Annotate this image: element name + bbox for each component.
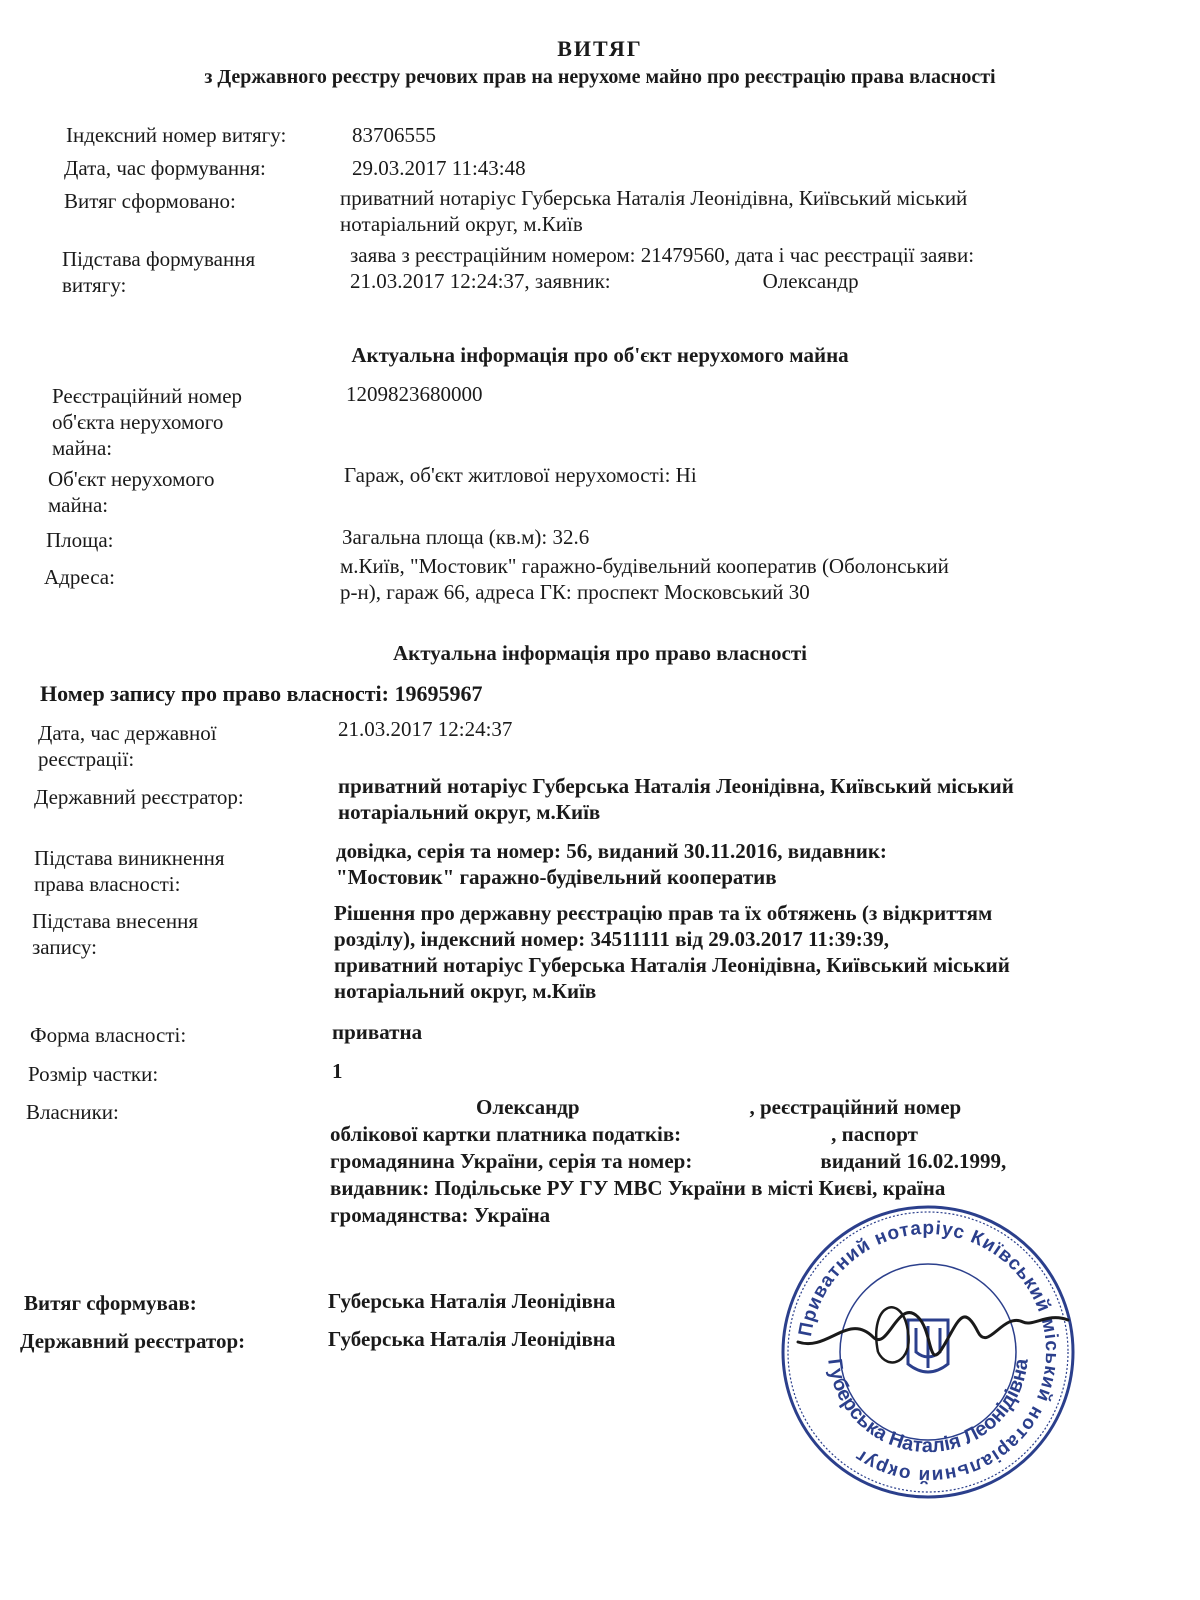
formed-by-value: Губерська Наталія Леонідівна — [328, 1289, 616, 1313]
formed-by-label-wrap — [24, 1290, 197, 1316]
owner-reg-number-label: , реєстраційний номер — [749, 1095, 962, 1119]
share-value-wrap — [332, 1058, 343, 1084]
date-value: 29.03.2017 11:43:48 — [352, 156, 526, 180]
record-number-row — [40, 681, 483, 707]
footer-registrar-value: Губерська Наталія Леонідівна — [328, 1327, 616, 1351]
obj-value-wrap — [344, 462, 697, 488]
owner-issuer: видавник: Подільське РУ ГУ МВС України в місті Києві, країна — [330, 1176, 946, 1200]
addr-label: Адреса: — [44, 565, 115, 589]
formed-value-wrap — [340, 185, 967, 237]
reg-date-label-wrap — [38, 720, 217, 772]
origin-label-line-1: Підстава виникнення — [34, 846, 225, 870]
basis-label-line-2: витягу: — [62, 273, 127, 297]
origin-label-wrap — [34, 845, 225, 897]
basis-value-applicant-name: Олександр — [762, 269, 859, 293]
date-row — [64, 155, 266, 181]
basis-label-line-1: Підстава формування — [62, 247, 256, 271]
registrar-label-wrap — [34, 784, 244, 810]
addr-value-line-1: м.Київ, "Мостовик" гаражно-будівельний кооператив (Оболонський — [340, 554, 949, 578]
document-subtitle: з Державного реєстру речових прав на нерухоме майно про реєстрацію права власності — [204, 66, 996, 88]
reg-value: 1209823680000 — [346, 382, 483, 406]
footer-registrar-label-wrap — [20, 1328, 245, 1354]
addr-value-line-2: р-н), гараж 66, адреса ГК: проспект Московський 30 — [340, 580, 810, 604]
obj-label-line-2: майна: — [48, 493, 109, 517]
origin-value-line-1: довідка, серія та номер: 56, виданий 30.11.2016, видавник: — [336, 839, 887, 863]
index-row — [66, 122, 286, 148]
owners-line-2 — [330, 1121, 918, 1148]
reg-value-wrap — [346, 381, 483, 407]
origin-value-wrap — [336, 838, 887, 890]
registrar-value-line-1: приватний нотаріус Губерська Наталія Леонідівна, Київський міський — [338, 774, 1014, 798]
owner-citizenship: громадянства: Україна — [330, 1203, 551, 1227]
index-value-wrap — [352, 122, 436, 148]
owner-tax-label: облікової картки платника податків: — [330, 1122, 682, 1146]
entry-value-line-2: розділу), індексний номер: 34511111 від 29.03.2017 11:39:39, — [334, 927, 890, 951]
ownership-section-title: Актуальна інформація про право власності — [393, 641, 807, 665]
origin-label-line-2: права власності: — [34, 872, 181, 896]
addr-value-wrap — [340, 553, 949, 605]
basis-value-line-1: заява з реєстраційним номером: 21479560, дата і час реєстрації заяви: — [350, 243, 975, 267]
stamp-outer-text-path: Приватний нотаріус Київський міський нотаріальний округ — [794, 1217, 1063, 1487]
basis-label-wrap — [62, 246, 255, 298]
object-section-title: Актуальна інформація про об'єкт нерухомого майна — [351, 343, 849, 367]
area-value: Загальна площа (кв.м): 32.6 — [342, 525, 590, 549]
owners-label: Власники: — [26, 1100, 119, 1124]
registrar-value-wrap — [338, 773, 1014, 825]
area-label: Площа: — [46, 528, 114, 552]
basis-value-date-applicant: 21.03.2017 12:24:37, заявник: — [350, 269, 611, 293]
date-label: Дата, час формування: — [64, 156, 266, 180]
reg-date-label-line-2: реєстрації: — [38, 747, 135, 771]
reg-label-line-1: Реєстраційний номер — [52, 384, 243, 408]
notary-stamp — [778, 1202, 1078, 1502]
area-label-wrap — [46, 527, 113, 553]
obj-value: Гараж, об'єкт житлової нерухомості: Ні — [344, 463, 697, 487]
formed-label: Витяг сформовано: — [64, 189, 236, 213]
reg-date-value: 21.03.2017 12:24:37 — [338, 717, 513, 741]
stamp-inner-text-path: Губерська Наталія Леонідівна — [823, 1357, 1033, 1458]
obj-label-line-1: Об'єкт нерухомого — [48, 467, 215, 491]
form-label: Форма власності: — [30, 1023, 187, 1047]
date-value-wrap — [352, 155, 526, 181]
share-label: Розмір частки: — [28, 1062, 159, 1086]
addr-label-wrap — [44, 564, 115, 590]
basis-value-line-2 — [350, 268, 974, 294]
form-label-wrap — [30, 1022, 186, 1048]
share-label-wrap — [28, 1061, 158, 1087]
entry-label-line-1: Підстава внесення — [32, 909, 199, 933]
area-value-wrap — [342, 524, 589, 550]
owner-passport-issued: виданий 16.02.1999, — [820, 1149, 1007, 1173]
owners-label-wrap — [26, 1099, 119, 1125]
entry-value-line-4: нотаріальний округ, м.Київ — [334, 979, 597, 1003]
signature-loop — [876, 1307, 908, 1362]
reg-label-line-2: об'єкта нерухомого — [52, 410, 224, 434]
owners-line-3 — [330, 1148, 1006, 1175]
entry-value-wrap — [334, 900, 1010, 1004]
basis-value-wrap — [350, 242, 974, 294]
formed-by-label: Витяг сформував: — [24, 1291, 197, 1315]
owners-line-4 — [330, 1175, 945, 1202]
reg-label-wrap — [52, 383, 242, 461]
form-value-wrap — [332, 1019, 422, 1045]
share-value: 1 — [332, 1059, 343, 1083]
reg-label-line-3: майна: — [52, 436, 113, 460]
entry-value-line-1: Рішення про державну реєстрацію прав та їх обтяжень (з відкриттям — [334, 901, 993, 925]
formed-row — [64, 188, 236, 214]
origin-value-line-2: "Мостовик" гаражно-будівельний кооператив — [336, 865, 777, 889]
formed-value-line-1: приватний нотаріус Губерська Наталія Леонідівна, Київський міський — [340, 186, 968, 210]
footer-registrar-label: Державний реєстратор: — [20, 1329, 246, 1353]
owners-line-5 — [330, 1202, 550, 1229]
formed-value-line-2: нотаріальний округ, м.Київ — [340, 212, 583, 236]
owners-line-1 — [476, 1094, 961, 1121]
registrar-value-line-2: нотаріальний округ, м.Київ — [338, 800, 601, 824]
record-number-label: Номер запису про право власності: 19695967 — [40, 681, 483, 706]
registrar-label: Державний реєстратор: — [34, 785, 244, 809]
form-value: приватна — [332, 1020, 423, 1044]
entry-label-wrap — [32, 908, 198, 960]
footer-registrar-value-wrap — [328, 1326, 615, 1352]
reg-date-label-line-1: Дата, час державної — [38, 721, 217, 745]
owner-passport-label: , паспорт — [831, 1122, 918, 1146]
entry-value-line-3: приватний нотаріус Губерська Наталія Леонідівна, Київський міський — [334, 953, 1010, 977]
owner-passport-series-label: громадянина України, серія та номер: — [330, 1149, 693, 1173]
index-label: Індексний номер витягу: — [66, 123, 287, 147]
formed-by-value-wrap — [328, 1288, 615, 1314]
document-title: ВИТЯГ — [557, 36, 643, 61]
index-value: 83706555 — [352, 123, 436, 147]
reg-date-value-wrap — [338, 716, 512, 742]
obj-label-wrap — [48, 466, 214, 518]
entry-label-line-2: запису: — [32, 935, 97, 959]
owner-first-name: Олександр — [476, 1095, 580, 1119]
